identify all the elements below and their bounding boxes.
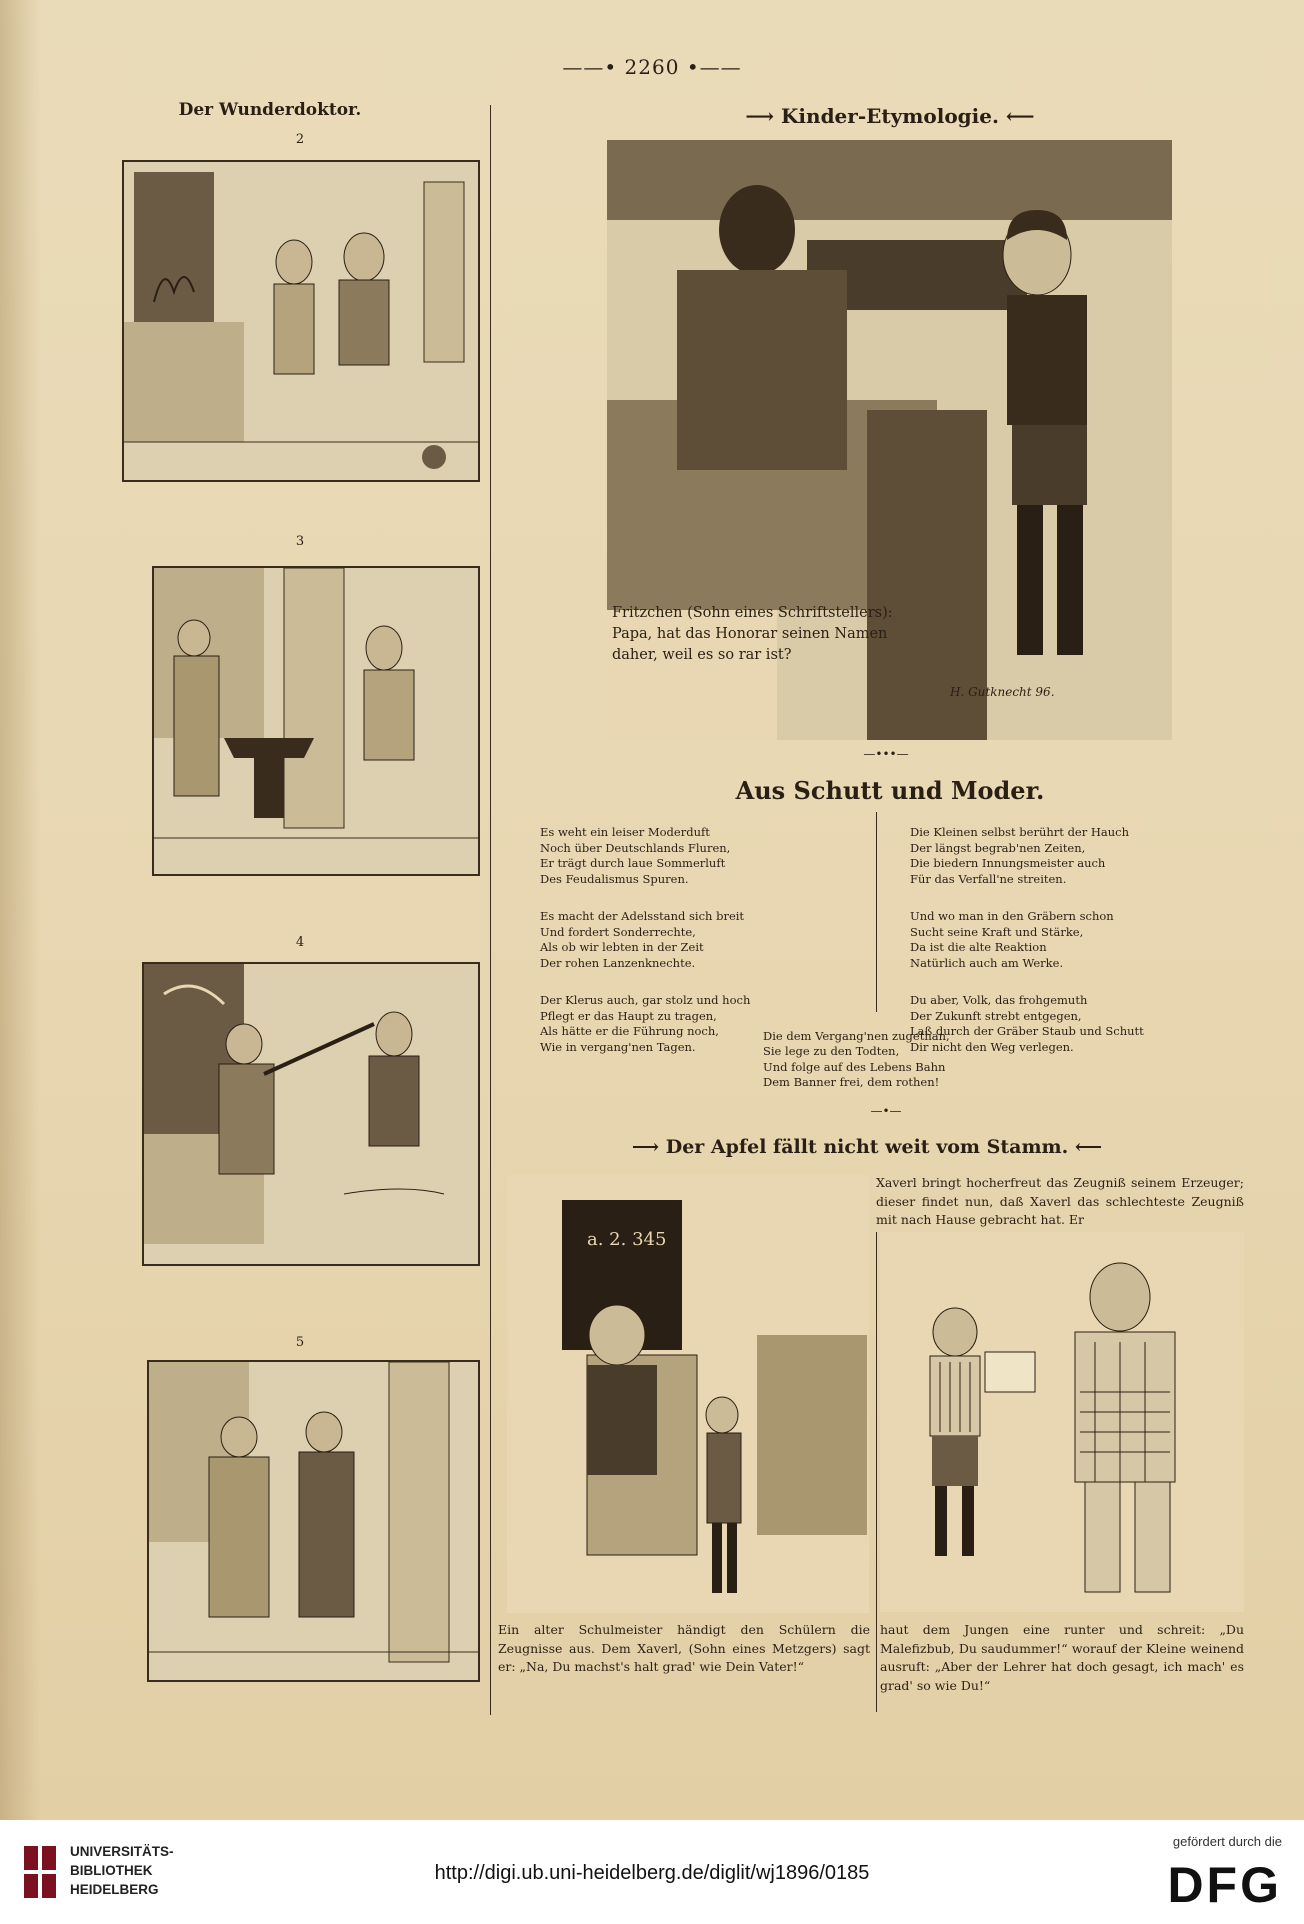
blackboard-text: a. 2. 345 [587,1229,667,1250]
poem-stanza: Es macht der Adelsstand sich breit Und fordert Sonderrechte, Als ob wir lebten in der Zeit Der rohen Lanzenknechte. [540,909,745,970]
caption-line: Papa, hat das Honorar seinen Namen [612,626,888,642]
library-name-line: HEIDELBERG [70,1882,159,1897]
ornament-divider: —•— [870,1104,902,1118]
panel-number: 3 [295,534,305,549]
forge-scene-drawing [124,162,478,480]
page-number: ——• 2260 •—— [562,55,742,79]
column-rule [490,105,491,1715]
artist-signature: H. Gutknecht 96. [950,685,1055,699]
poem-stanza: Die Kleinen selbst berührt der Hauch Der längst begrab'nen Zeiten, Die biedern Innungsmeister auch Für das Verfall'ne streiten. [910,825,1130,886]
panel-number: 2 [295,132,305,147]
poem-stanza: Der Klerus auch, gar stolz und hoch Pflegt er das Haupt zu tragen, Als hätte er die Führung noch, Wie in vergang'nen Tagen. [540,993,751,1054]
apfel-column-rule [876,1232,877,1712]
apfel-intro-text: Xaverl bringt hocherfreut das Zeugniß seinem Erzeuger; dieser findet nun, daß Xaverl das schlechteste Zeugniß mit nach Hause gebracht hat. Er [876,1175,1244,1227]
poem-title: Aus Schutt und Moder. [735,776,1045,805]
poem-final-stanza: Die dem Vergang'nen zugethan, Sie lege zu den Todten, Und folge auf des Lebens Bahn Dem Banner frei, dem rothen! [763,1029,950,1090]
schoolroom-illustration [507,1175,869,1613]
etymologie-caption [612,603,902,666]
caption-line: Fritzchen (Sohn eines Schriftstellers): [612,605,893,621]
poem-stanza: Du aber, Volk, das frohgemuth Der Zukunft strebt entgegen, Laß durch der Gräber Staub und Schutt Dir nicht den Weg verlegen. [910,993,1144,1054]
digital-library-footer [0,1820,1304,1924]
panel-number: 4 [295,935,305,950]
comic-panel-2 [122,160,480,482]
dfg-logo: DFG [1167,1857,1282,1913]
forge-scene-drawing [144,964,478,1264]
page-fold-shadow [0,0,40,1820]
panel-number: 5 [295,1335,305,1350]
teacher-pupil-drawing [507,1175,869,1613]
caption-line: daher, weil es so rar ist? [612,647,792,663]
poem-stanza: Es weht ein leiser Moderduft Noch über Deutschlands Fluren, Er trägt durch laue Sommerluft Des Feudalismus Spuren. [540,825,731,886]
library-name-line: UNIVERSITÄTS- [70,1844,174,1859]
ornament-divider: —•••— [863,747,909,761]
library-name-line: BIBLIOTHEK [70,1863,153,1878]
apfel-title: ⟶ Der Apfel fällt nicht weit vom Stamm. ⟵ [631,1136,1103,1158]
forge-scene-drawing [154,568,478,874]
poem-stanza: Und wo man in den Gräbern schon Sucht seine Kraft und Stärke, Da ist die alte Reaktion Natürlich auch am Werke. [910,909,1114,970]
sponsor-text: gefördert durch die [1172,1834,1282,1849]
comic-panel-3 [152,566,480,876]
apfel-caption-right: haut dem Jungen eine runter und schreit: „Du Malefizbub, Du saudummer!“ worauf der Kleine weinend ausruft: „Aber der Lehrer hat doch gesagt, ich mach' es grad' so wie Du!“ [880,1622,1244,1693]
poem-column-rule [876,812,877,1012]
wunderdoktor-title: Der Wunderdoktor. [178,100,362,120]
father-slaps-son-drawing [880,1232,1244,1612]
apfel-caption-left: Ein alter Schulmeister händigt den Schülern die Zeugnisse aus. Dem Xaverl, (Sohn eines Metzgers) sagt er: „Na, Du machst's halt grad' wie Dein Vater!“ [498,1622,870,1674]
comic-panel-5 [147,1360,480,1682]
source-url-link[interactable]: http://digi.ub.uni-heidelberg.de/diglit/wj1896/0185 [434,1862,870,1884]
butcher-illustration [880,1232,1244,1612]
kinder-etymologie-title: ⟶ Kinder-Etymologie. ⟵ [745,104,1035,128]
comic-panel-4 [142,962,480,1266]
forge-scene-drawing [149,1362,478,1680]
